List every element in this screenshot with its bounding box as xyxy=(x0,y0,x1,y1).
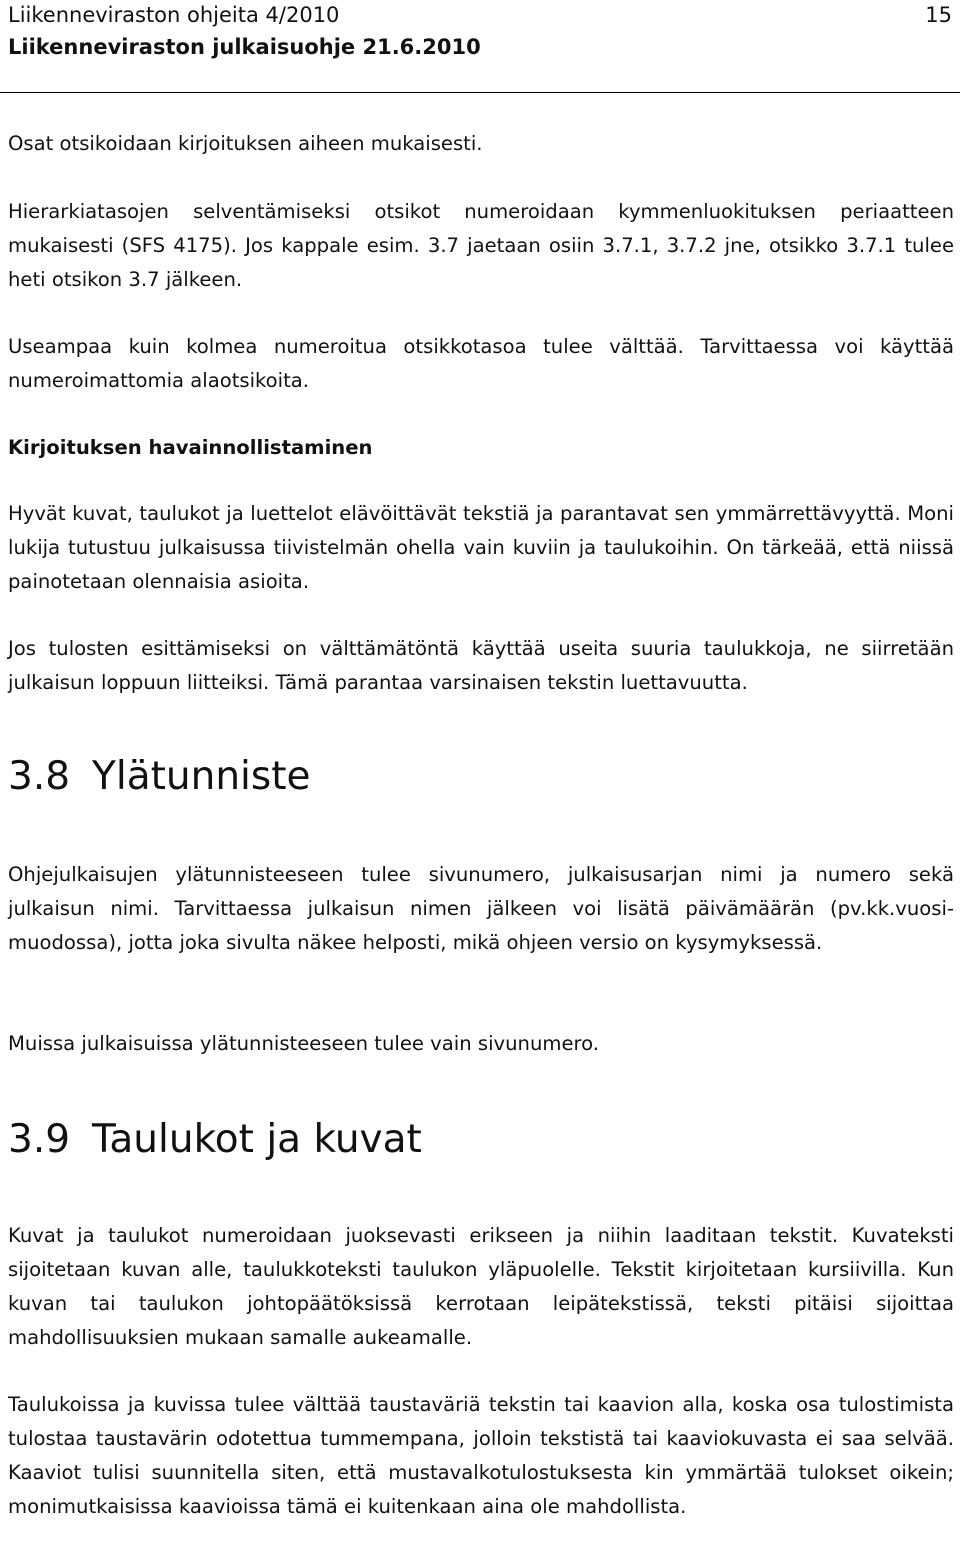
paragraph: Osat otsikoidaan kirjoituksen aiheen mukaisesti. xyxy=(8,132,483,155)
paragraph: Hierarkiatasojen selventämiseksi otsikot numeroidaan kymmenluokituksen periaatteen mukaisesti (SFS 4175). Jos kappale esim. 3.7 jaetaan osiin 3.7.1, 3.7.2 jne, otsikko 3.7.1 tulee heti otsikon 3.7 jälkeen. xyxy=(8,200,954,291)
publication-series: Liikenneviraston ohjeita 4/2010 xyxy=(8,3,340,27)
header-divider xyxy=(0,92,960,93)
paragraph: Hyvät kuvat, taulukot ja luettelot elävöittävät tekstiä ja parantavat sen ymmärrettävyyttä. Moni lukija tutustuu julkaisussa tiivistelmän ohella vain kuviin ja taulukoihin. On tärkeää, että niissä painotetaan olennaisia asioita. xyxy=(8,502,954,593)
section-number: 3.9 xyxy=(8,1117,71,1162)
section-heading-3-8 xyxy=(8,753,310,801)
subheading: Kirjoituksen havainnollistaminen xyxy=(8,436,373,459)
section-heading-3-9 xyxy=(8,1116,422,1164)
section-title: Taulukot ja kuvat xyxy=(92,1117,422,1162)
paragraph: Ohjejulkaisujen ylätunnisteeseen tulee sivunumero, julkaisusarjan nimi ja numero sekä julkaisun nimi. Tarvittaessa julkaisun nimen jälkeen voi lisätä päivämäärän (pv.kk.vuosi-muodossa), jotta joka sivulta näkee helposti, mikä ohjeen versio on kysymyksessä. xyxy=(8,863,954,954)
publication-title: Liikenneviraston julkaisuohje 21.6.2010 xyxy=(8,35,481,59)
page-number: 15 xyxy=(925,3,952,27)
paragraph: Muissa julkaisuissa ylätunnisteeseen tulee vain sivunumero. xyxy=(8,1032,600,1055)
paragraph: Jos tulosten esittämiseksi on välttämätöntä käyttää useita suuria taulukkoja, ne siirretään julkaisun loppuun liitteiksi. Tämä parantaa varsinaisen tekstin luettavuutta. xyxy=(8,637,954,694)
section-title: Ylätunniste xyxy=(92,754,311,799)
section-number: 3.8 xyxy=(8,754,71,799)
paragraph: Taulukoissa ja kuvissa tulee välttää taustaväriä tekstin tai kaavion alla, koska osa tulostimista tulostaa taustavärin odotettua tummempana, jolloin tekstistä tai kaaviokuvasta ei saa selvää. Kaaviot tulisi suunnitella siten, että mustavalkotulostuksesta kin ymmärtää tulokset oikein; monimutkaisissa kaavioissa tämä ei kuitenkaan aina ole mahdollista. xyxy=(8,1393,954,1518)
paragraph: Kuvat ja taulukot numeroidaan juoksevasti erikseen ja niihin laaditaan tekstit. Kuvateksti sijoitetaan kuvan alle, taulukkoteksti taulukon yläpuolelle. Tekstit kirjoitetaan kursiivilla. Kun kuvan tai taulukon johtopäätöksissä kerrotaan leipätekstissä, teksti pitäisi sijoittaa mahdollisuuksien mukaan samalle aukeamalle. xyxy=(8,1224,954,1349)
paragraph: Useampaa kuin kolmea numeroitua otsikkotasoa tulee välttää. Tarvittaessa voi käyttää numeroimattomia alaotsikoita. xyxy=(8,335,954,392)
